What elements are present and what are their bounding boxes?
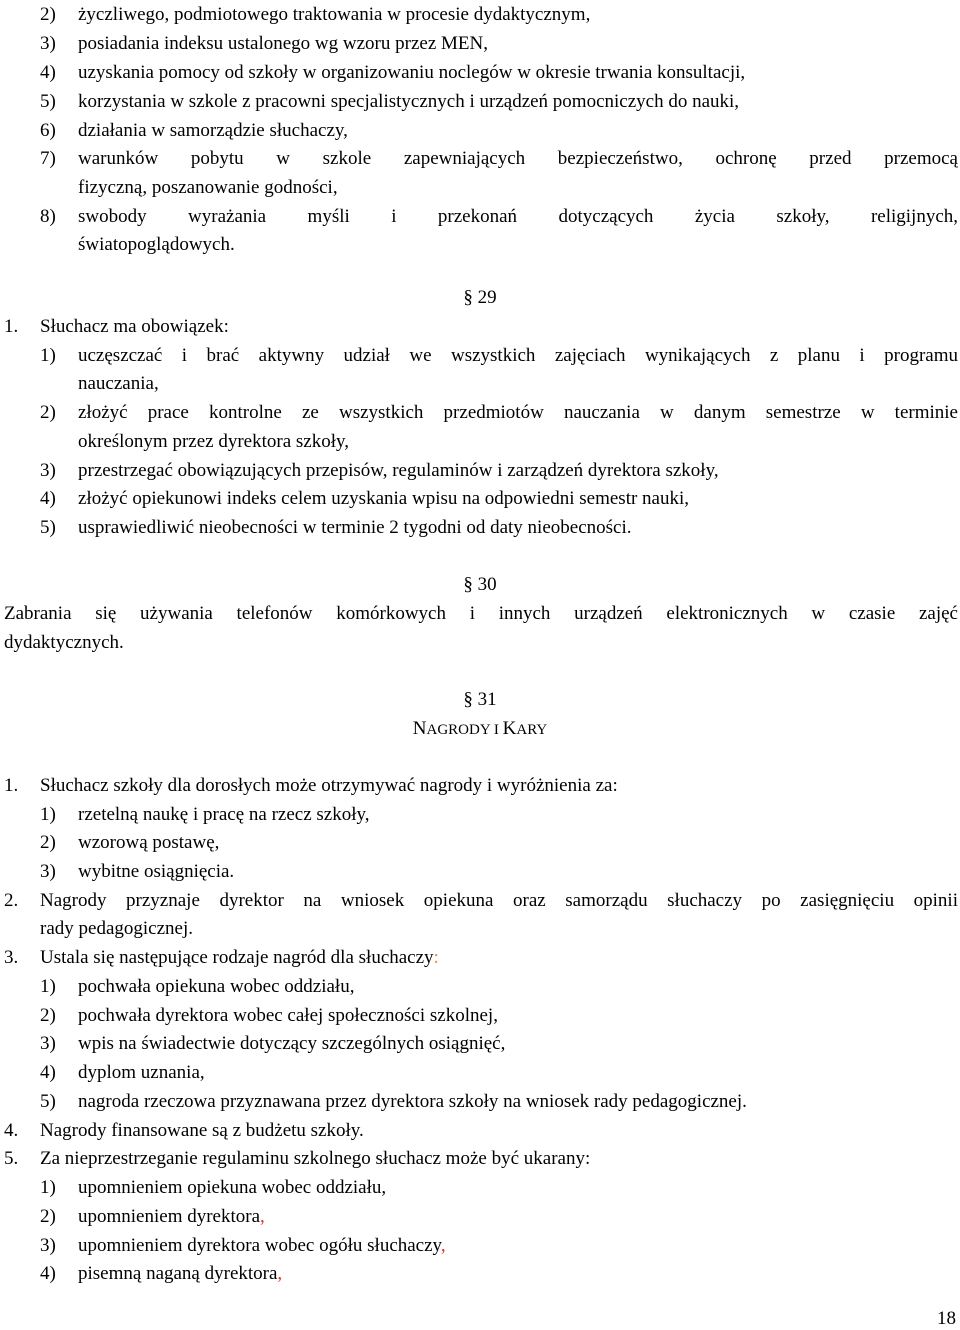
section-subtitle: NAGRODY I KARY <box>412 718 548 739</box>
list-item <box>0 513 960 542</box>
item-text: upomnieniem dyrektora wobec ogółu słuchaczy, <box>78 1235 446 1256</box>
list-item <box>0 1001 960 1030</box>
colon-mark: : <box>433 947 439 968</box>
paragraph-item <box>0 943 960 972</box>
list-item <box>0 972 960 1001</box>
paragraph <box>0 599 960 628</box>
list-item <box>0 29 960 58</box>
item-number: 3) <box>40 861 56 882</box>
item-number: 5) <box>40 517 56 538</box>
list-item <box>0 800 960 829</box>
page-number: 18 <box>937 1308 956 1329</box>
section-heading-31: § 31 <box>463 689 497 710</box>
item-number: 7) <box>40 148 56 169</box>
section-heading-29: § 29 <box>463 287 497 308</box>
item-number: 4) <box>40 1263 56 1284</box>
paragraph-item <box>0 1116 960 1145</box>
red-comma: , <box>260 1206 265 1227</box>
list-item <box>0 857 960 886</box>
list-item <box>0 1259 960 1288</box>
item-text: przestrzegać obowiązujących przepisów, regulaminów i zarządzeń dyrektora szkoły, <box>78 460 719 481</box>
item-text: pochwała opiekuna wobec oddziału, <box>78 976 355 997</box>
list-item-continuation <box>0 230 960 259</box>
paragraph-item <box>0 1144 960 1173</box>
red-comma: , <box>277 1263 283 1284</box>
paragraph-intro <box>0 312 960 341</box>
item-text-cont: fizyczną, poszanowanie godności, <box>78 177 338 198</box>
item-number: 2) <box>40 832 56 853</box>
item-number: 3) <box>40 1235 56 1256</box>
paragraph-item <box>0 886 960 915</box>
item-number: 3) <box>40 1033 56 1054</box>
list-item <box>0 484 960 513</box>
paragraph-number: 4. <box>4 1120 19 1141</box>
item-text: pochwała dyrektora wobec całej społeczności szkolnej, <box>78 1005 498 1026</box>
list-item <box>0 828 960 857</box>
paragraph-number: 5. <box>4 1148 19 1169</box>
item-number: 4) <box>40 62 56 83</box>
item-text: pisemną naganą dyrektora, <box>78 1263 283 1284</box>
list-item <box>0 0 960 29</box>
list-item <box>0 202 960 231</box>
item-number: 8) <box>40 206 56 227</box>
list-item <box>0 58 960 87</box>
paragraph-number: 1. <box>4 775 19 796</box>
item-text: warunków pobytu w szkole zapewniających bezpieczeństwo, ochronę przed przemocą <box>78 148 958 169</box>
item-text: posiadania indeksu ustalonego wg wzoru przez MEN, <box>78 33 488 54</box>
paragraph-text: Słuchacz ma obowiązek: <box>40 316 229 337</box>
item-text: wpis na świadectwie dotyczący szczególnych osiągnięć, <box>78 1033 506 1054</box>
item-text: rzetelną naukę i pracę na rzecz szkoły, <box>78 804 370 825</box>
list-item <box>0 1173 960 1202</box>
item-text-cont: nauczania, <box>78 373 159 394</box>
paragraph-number: 2. <box>4 890 19 911</box>
list-item-continuation <box>0 427 960 456</box>
red-comma: , <box>440 1235 446 1256</box>
item-number: 2) <box>40 402 56 423</box>
list-item <box>0 1231 960 1260</box>
list-item <box>0 1087 960 1116</box>
list-item <box>0 456 960 485</box>
paragraph-text: Nagrody finansowane są z budżetu szkoły. <box>40 1120 364 1141</box>
item-number: 1) <box>40 976 56 997</box>
item-number: 1) <box>40 804 56 825</box>
paragraph-text: Za nieprzestrzeganie regulaminu szkolnego słuchacz może być ukarany: <box>40 1148 591 1169</box>
item-number: 1) <box>40 1177 56 1198</box>
list-item-continuation <box>0 173 960 202</box>
item-text: uczęszczać i brać aktywny udział we wszystkich zajęciach wynikających z planu i programu <box>78 345 958 366</box>
paragraph-text: Ustala się następujące rodzaje nagród dla słuchaczy: <box>40 947 439 968</box>
paragraph-text: Zabrania się używania telefonów komórkowych i innych urządzeń elektronicznych w czasie zajęć <box>4 603 958 624</box>
paragraph-text-cont: dydaktycznych. <box>4 632 124 653</box>
paragraph-item <box>0 771 960 800</box>
item-text: działania w samorządzie słuchaczy, <box>78 120 348 141</box>
list-item <box>0 1029 960 1058</box>
item-text: upomnieniem dyrektora, <box>78 1206 265 1227</box>
list-item <box>0 144 960 173</box>
paragraph-continuation <box>0 914 960 943</box>
item-text-cont: światopoglądowych. <box>78 234 235 255</box>
list-item <box>0 87 960 116</box>
item-number: 3) <box>40 33 56 54</box>
list-item-continuation <box>0 369 960 398</box>
item-text: wzorową postawę, <box>78 832 220 853</box>
item-text: złożyć prace kontrolne ze wszystkich przedmiotów nauczania w danym semestrze w terminie <box>78 402 958 423</box>
item-text: swobody wyrażania myśli i przekonań dotyczących życia szkoły, religijnych, <box>78 206 958 227</box>
paragraph-text: Nagrody przyznaje dyrektor na wniosek opiekuna oraz samorządu słuchaczy po zasięgnięciu opinii <box>40 890 958 911</box>
item-text: usprawiedliwić nieobecności w terminie 2 tygodni od daty nieobecności. <box>78 517 632 538</box>
section-heading-30: § 30 <box>463 574 497 595</box>
list-item <box>0 116 960 145</box>
item-text: złożyć opiekunowi indeks celem uzyskania wpisu na odpowiedni semestr nauki, <box>78 488 690 509</box>
item-text: życzliwego, podmiotowego traktowania w procesie dydaktycznym, <box>78 4 591 25</box>
item-number: 4) <box>40 1062 56 1083</box>
list-item <box>0 341 960 370</box>
list-item <box>0 1058 960 1087</box>
item-number: 6) <box>40 120 56 141</box>
paragraph-number: 3. <box>4 947 19 968</box>
item-number: 5) <box>40 1091 56 1112</box>
paragraph-number: 1. <box>4 316 19 337</box>
list-item <box>0 398 960 427</box>
item-text: wybitne osiągnięcia. <box>78 861 235 882</box>
item-text-cont: określonym przez dyrektora szkoły, <box>78 431 350 452</box>
list-item <box>0 1202 960 1231</box>
item-text: dyplom uznania, <box>78 1062 205 1083</box>
item-number: 3) <box>40 460 56 481</box>
item-number: 2) <box>40 1005 56 1026</box>
paragraph-continuation <box>0 628 960 657</box>
item-text: korzystania w szkole z pracowni specjalistycznych i urządzeń pomocniczych do nauki, <box>78 91 740 112</box>
item-number: 1) <box>40 345 56 366</box>
item-number: 2) <box>40 4 56 25</box>
item-text: uzyskania pomocy od szkoły w organizowaniu noclegów w okresie trwania konsultacji, <box>78 62 746 83</box>
item-number: 5) <box>40 91 56 112</box>
item-text: upomnieniem opiekuna wobec oddziału, <box>78 1177 387 1198</box>
item-text: nagroda rzeczowa przyznawana przez dyrektora szkoły na wniosek rady pedagogicznej. <box>78 1091 747 1112</box>
item-number: 4) <box>40 488 56 509</box>
paragraph-text-cont: rady pedagogicznej. <box>40 918 193 939</box>
paragraph-text: Słuchacz szkoły dla dorosłych może otrzymywać nagrody i wyróżnienia za: <box>40 775 618 796</box>
item-number: 2) <box>40 1206 56 1227</box>
